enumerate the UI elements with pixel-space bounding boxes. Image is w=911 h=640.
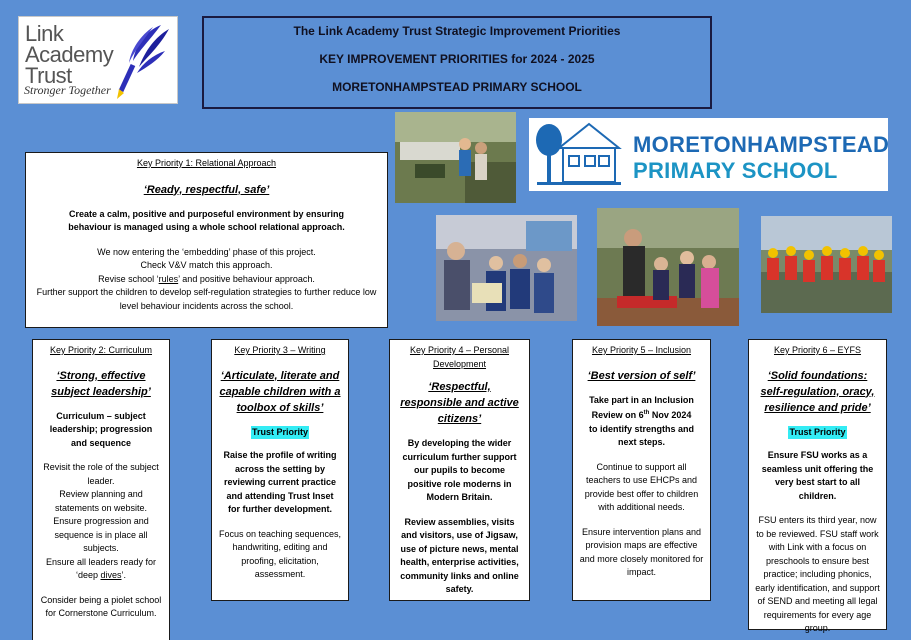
- title-line-3: MORETONHAMPSTEAD PRIMARY SCHOOL: [332, 80, 582, 94]
- priority-box-2: [32, 339, 170, 640]
- title-line-1: The Link Academy Trust Strategic Improvement Priorities: [293, 24, 621, 38]
- priority-1-line-3: Revise school ‘rules’ and positive behaviour approach.: [98, 273, 315, 284]
- priority-box-4: [389, 339, 530, 601]
- priority-4-heading: Key Priority 4 – Personal Development: [409, 345, 510, 369]
- priority-1-heading: Key Priority 1: Relational Approach: [136, 158, 277, 168]
- school-name-line-1: MORETONHAMPSTEAD: [633, 132, 890, 157]
- priority-1-line-1: We now entering the ‘embedding’ phase of this project.: [97, 246, 316, 257]
- priority-3-goal: Raise the profile of writing across the setting by reviewing current practice and attending Trust Inset for further development.: [223, 450, 337, 514]
- priority-3-quote: ‘Articulate, literate and capable children with a toolbox of skills’: [219, 369, 341, 414]
- priority-box-3: [211, 339, 349, 601]
- trust-logo: [18, 16, 178, 104]
- priority-5-goal: Take part in an Inclusion Review on 6th Nov 2024 to identify strengths and next steps.: [588, 394, 694, 447]
- priority-2-quote: ‘Strong, effective subject leadership’: [51, 369, 151, 398]
- priority-6-line-1: FSU enters its third year, now to be reviewed. FSU staff work with Link with a focus on preschools to ensure best practice; including phonics, early identification, and support of SEND and meeting all legal requirements for every age group.: [755, 515, 880, 633]
- priority-5-line-2: Ensure intervention plans and provision maps are effective and more closely monitored for impact.: [579, 526, 704, 577]
- priority-1-quote: ‘Ready, respectful, safe’: [143, 183, 270, 196]
- priority-5-heading: Key Priority 5 – Inclusion: [591, 345, 692, 355]
- priority-4-actions: Review assemblies, visits and visitors, use of Jigsaw, use of picture news, mental health, enterprise activities, community links and online safety.: [400, 516, 519, 594]
- priority-5-quote: ‘Best version of self’: [587, 369, 696, 382]
- priority-6-goal: Ensure FSU works as a seamless unit offering the very best start to all children.: [761, 450, 874, 501]
- priority-box-5: [572, 339, 711, 601]
- school-banner: [529, 118, 888, 191]
- pen-feather-icon: [115, 21, 173, 101]
- priority-2-line-2: Review planning and statements on website.: [54, 489, 148, 513]
- priority-2-line-4: Ensure all leaders ready for ‘deep dives’.: [45, 556, 157, 580]
- logo-tagline: Stronger Together: [24, 83, 111, 97]
- priority-6-heading: Key Priority 6 – EYFS: [773, 345, 862, 355]
- priority-4-goal: By developing the wider curriculum further support our pupils to become positive role moderns in Modern Britain.: [402, 438, 517, 502]
- priority-2-line-3: Ensure progression and sequence is in place all subjects.: [53, 516, 149, 553]
- title-box: [202, 16, 712, 109]
- priority-6-quote: ‘Solid foundations: self-regulation, oracy, resilience and pride’: [760, 369, 875, 414]
- priority-3-heading: Key Priority 3 – Writing: [234, 345, 326, 355]
- priority-2-line-5: Consider being a piolet school for Cornerstone Curriculum.: [40, 594, 162, 618]
- priority-3-trust-badge: Trust Priority: [251, 426, 309, 440]
- priority-5-line-1: Continue to support all teachers to use EHCPs and provide best offer to children with additional needs.: [584, 461, 699, 512]
- priority-3-line-1: Focus on teaching sequences, handwriting, editing and proofing, elicitation, assessment.: [218, 528, 342, 579]
- school-building-icon: [529, 118, 629, 191]
- priority-2-heading: Key Priority 2: Curriculum: [49, 345, 153, 355]
- logo-text: [25, 23, 113, 86]
- logo-line-2: Academy: [25, 42, 114, 67]
- logo-line-1: Link: [25, 21, 64, 46]
- priority-1-line-2: Check V&V match this approach.: [140, 260, 273, 270]
- priority-1-goal: Create a calm, positive and purposeful environment by ensuring behaviour is managed using a whole school relational approach.: [68, 208, 345, 232]
- priority-4-quote: ‘Respectful, responsible and active citizens’: [400, 381, 519, 425]
- priority-box-1: [25, 152, 388, 328]
- priority-2-line-1: Revisit the role of the subject leader.: [43, 462, 159, 486]
- title-line-2: KEY IMPROVEMENT PRIORITIES for 2024 - 2025: [319, 52, 595, 66]
- logo-line-3: Trust: [25, 63, 72, 88]
- priority-1-line-4: Further support the children to develop self-regulation strategies to further reduce low level behaviour incidents across the school.: [36, 287, 377, 311]
- priority-box-6: [748, 339, 887, 633]
- priority-2-goal: Curriculum – subject leadership; progression and sequence: [49, 410, 153, 448]
- priority-6-trust-badge: Trust Priority: [788, 426, 846, 440]
- photo-outdoor-group: [597, 208, 739, 326]
- photo-watersports: [761, 216, 892, 313]
- photo-classroom: [436, 215, 577, 321]
- school-name-line-2: PRIMARY SCHOOL: [633, 158, 838, 183]
- photo-pond-activity: [395, 112, 516, 203]
